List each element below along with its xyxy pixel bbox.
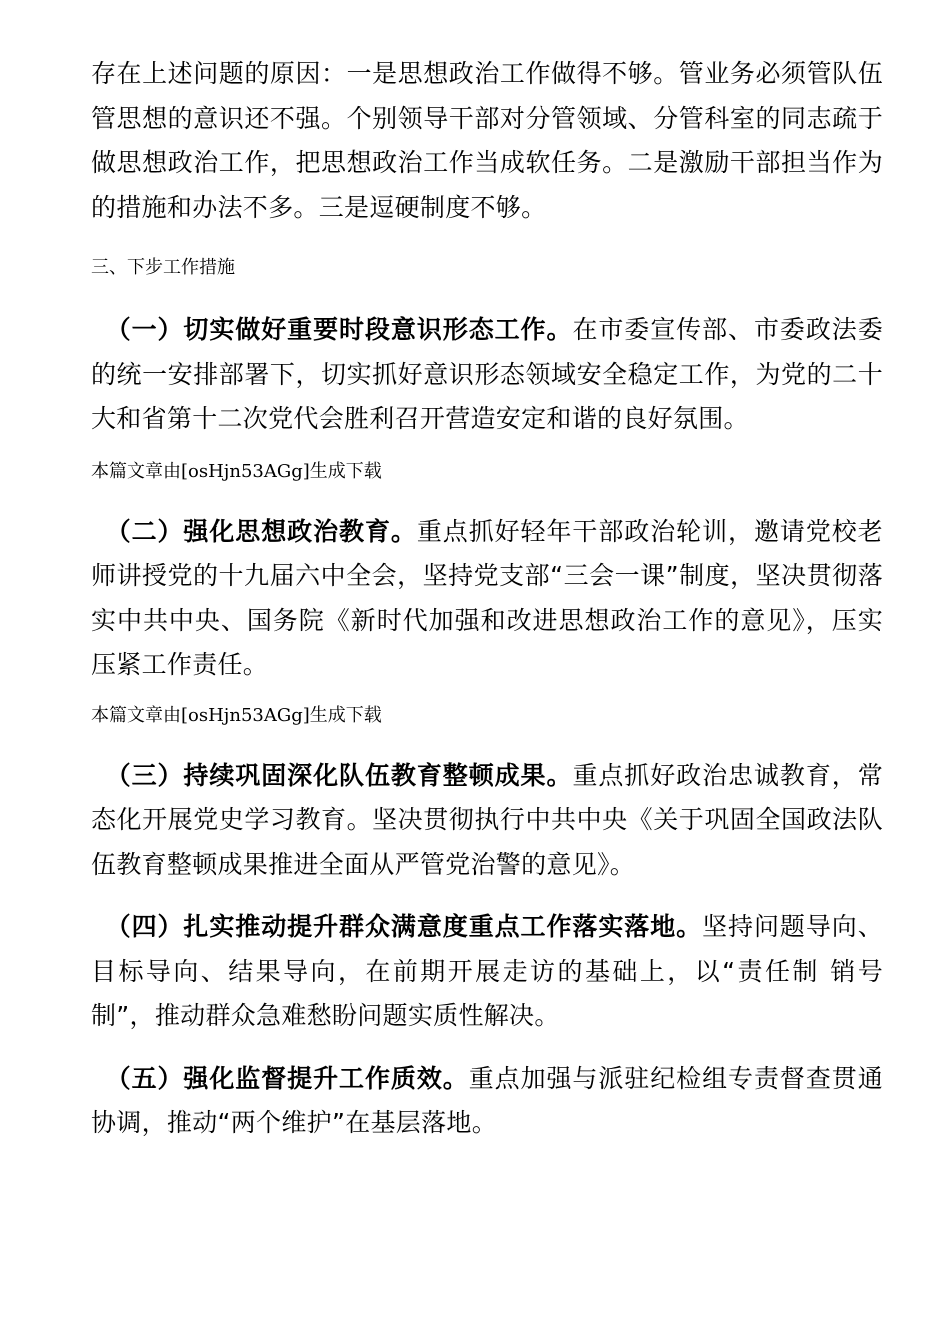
measure-item-2 xyxy=(91,510,883,688)
download-note: 本篇文章由[osHjn53AGg]生成下载 xyxy=(91,460,382,482)
measure-item-2-lead: （二）强化思想政治教育。 xyxy=(105,516,417,546)
intro-paragraph: 存在上述问题的原因：一是思想政治工作做得不够。管业务必须管队伍管思想的意识还不强。个别领导干部对分管领域、分管科室的同志疏于做思想政治工作，把思想政治工作当成软任务。二是激励干部担当作为的措施和办法不多。三是逗硬制度不够。 xyxy=(91,59,883,222)
download-note: 本篇文章由[osHjn53AGg]生成下载 xyxy=(91,704,382,726)
measure-item-1-body: 在市委宣传部、市委政法委的统一安排部署下，切实抓好意识形态领域安全稳定工作，为党的二十大和省第十二次党代会胜利召开营造安定和谐的良好氛围。 xyxy=(91,315,883,433)
measure-item-4 xyxy=(91,905,883,1039)
measure-item-5-body: 重点加强与派驻纪检组专责督查贯通协调，推动“两个维护”在基层落地。 xyxy=(91,1063,883,1137)
measure-item-3-lead: （三）持续巩固深化队伍教育整顿成果。 xyxy=(105,760,573,790)
measure-item-4-body: 坚持问题导向、目标导向、结果导向，在前期开展走访的基础上，以“责任制 销号制”，推动群众急难愁盼问题实质性解决。 xyxy=(91,912,883,1030)
measure-item-1 xyxy=(91,308,883,442)
measure-item-1-lead: （一）切实做好重要时段意识形态工作。 xyxy=(105,315,573,344)
measure-item-4-lead: （四）扎实推动提升群众满意度重点工作落实落地。 xyxy=(105,912,703,941)
measure-item-3-body: 重点抓好政治忠诚教育，常态化开展党史学习教育。坚决贯彻执行中共中央《关于巩固全国政法队伍教育整顿成果推进全面从严管党治警的意见》。 xyxy=(91,760,883,879)
section-heading: 三、下步工作措施 xyxy=(91,257,235,278)
measure-item-5 xyxy=(91,1057,883,1146)
measure-item-2-body: 重点抓好轻年干部政治轮训，邀请党校老师讲授党的十九届六中全会，坚持党支部“三会一课”制度，坚决贯彻落实中共中央、国务院《新时代加强和改进思想政治工作的意见》，压实压紧工作责任。 xyxy=(91,516,883,679)
document-page xyxy=(91,52,883,1146)
measure-item-3 xyxy=(91,754,883,888)
measure-item-5-lead: （五）强化监督提升工作质效。 xyxy=(105,1063,469,1093)
